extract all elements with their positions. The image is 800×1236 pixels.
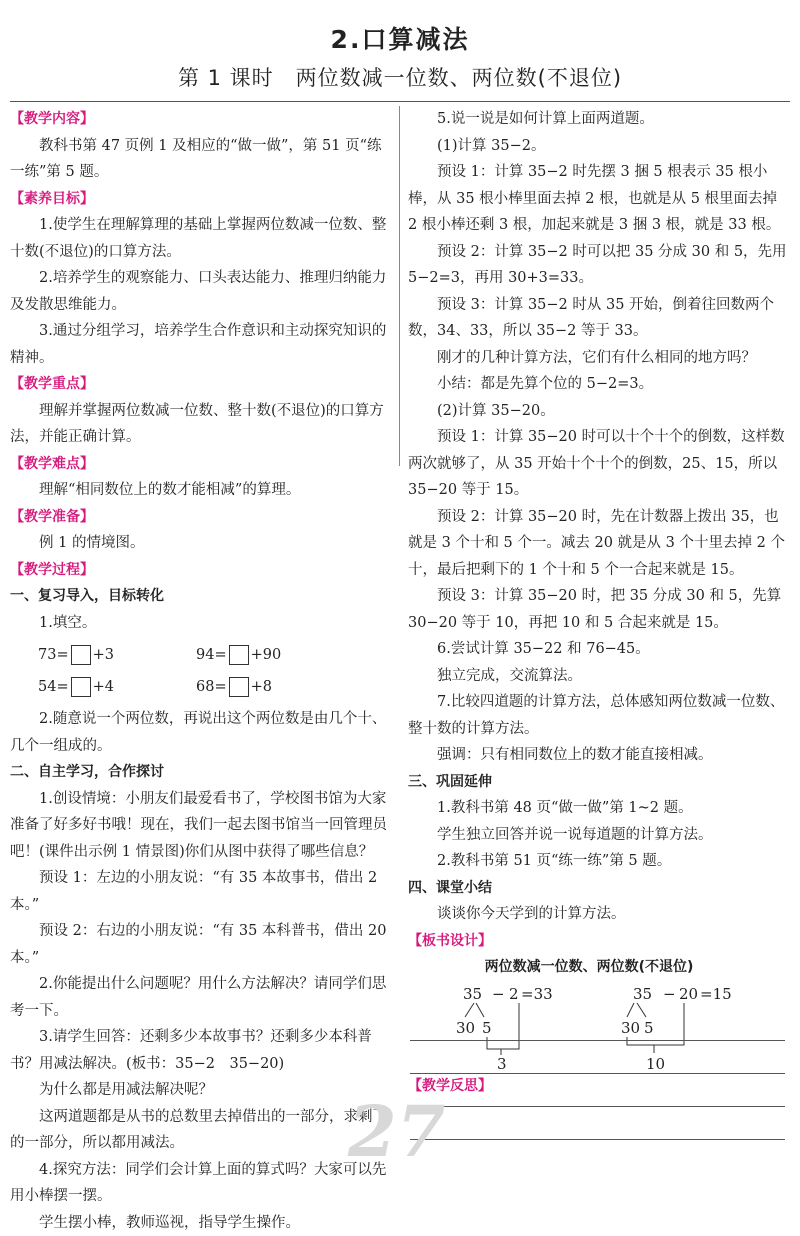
content-text: 教科书第 47 页例 1 及相应的“做一做”，第 51 页“练一练”第 5 题。: [10, 133, 395, 186]
page-number: 27: [348, 1090, 445, 1173]
tag-prep: 【教学准备】: [10, 504, 395, 531]
prep-text: 例 1 的情境图。: [10, 530, 395, 557]
step-4-activity: 学生摆小棒，教师巡视，指导学生操作。: [10, 1210, 395, 1236]
tag-reflect: 【教学反思】: [408, 1073, 790, 1100]
eq1-subtrahend: 2: [509, 985, 519, 1003]
step-3-question: 为什么都是用减法解决呢？: [10, 1077, 395, 1104]
section-3-heading: 三、巩固延伸: [408, 769, 790, 796]
fill-question: 1.填空。: [10, 610, 395, 637]
step-4: 4.探究方法：同学们会计算上面的算式吗？大家可以先用小棒摆一摆。: [10, 1157, 395, 1210]
consolidate-2: 2.教科书第 51 页“练一练”第 5 题。: [408, 848, 790, 875]
calc-2-heading: (2)计算 35−20。: [408, 398, 790, 425]
question-2: 2.随意说一个两位数，再说出这个两位数是由几个十、几个一组成的。: [10, 706, 395, 759]
calc-2-preset-2: 预设 2：计算 35−20 时，先在计数器上拨出 35，也就是 3 个十和 5 个一。减去 20 就是从 3 个十里去掉 2 个十，最后把剩下的 1 个十和 5 个一合起来就是 15。: [408, 504, 790, 584]
calc-1-preset-3: 预设 3：计算 35−2 时从 35 开始，倒着往回数两个数，34、33，所以 35−2 等于 33。: [408, 292, 790, 345]
answer-box[interactable]: [229, 645, 249, 665]
eq2-ones: 5: [644, 1019, 654, 1037]
step-7: 7.比较四道题的计算方法，总体感知两位数减一位数、整十数的计算方法。: [408, 689, 790, 742]
goal-1: 1.使学生在理解算理的基础上掌握两位数减一位数、整十数(不退位)的口算方法。: [10, 212, 395, 265]
reflection-lines: [410, 1040, 785, 1172]
answer-box[interactable]: [71, 645, 91, 665]
calc-1-preset-1: 预设 1：计算 35−2 时先摆 3 捆 5 根表示 35 根小棒，从 35 根小棒里面去掉 2 根，也就是从 5 根里面去掉 2 根小棒还剩 3 根，加起来就是 3 捆 3 根，就是 33 根。: [408, 159, 790, 239]
eq1-partial: 3: [497, 1055, 507, 1073]
split-line: [465, 1003, 474, 1017]
step-2: 2.你能提出什么问题呢？用什么方法解决？请同学们思考一下。: [10, 971, 395, 1024]
step-6: 6.尝试计算 35−22 和 76−45。: [408, 636, 790, 663]
key-text: 理解并掌握两位数减一位数、整十数(不退位)的口算方法，并能正确计算。: [10, 398, 395, 451]
difficulty-text: 理解“相同数位上的数才能相减”的算理。: [10, 477, 395, 504]
goal-3: 3.通过分组学习，培养学生合作意识和主动探究知识的精神。: [10, 318, 395, 371]
eq1-ones: 5: [482, 1019, 492, 1037]
split-line: [627, 1003, 634, 1017]
section-2-heading: 二、自主学习，合作探讨: [10, 759, 395, 786]
split-line: [476, 1003, 484, 1017]
compare-question: 刚才的几种计算方法，它们有什么相同的地方吗？: [408, 345, 790, 372]
eq1-tens: 30: [456, 1019, 475, 1037]
exercise-right: +4: [93, 674, 114, 701]
eq1-result: =33: [521, 985, 553, 1003]
consolidate-1: 1.教科书第 48 页“做一做”第 1~2 题。: [408, 795, 790, 822]
exercise-row: [38, 674, 395, 700]
writing-line[interactable]: [410, 1139, 785, 1140]
step-3: 3.请学生回答：还剩多少本故事书？还剩多少本科普书？用减法解决。(板书：35−2 35−20): [10, 1024, 395, 1077]
exercise-right: +8: [251, 674, 272, 701]
tag-goals: 【素养目标】: [10, 186, 395, 213]
tag-difficulty: 【教学难点】: [10, 451, 395, 478]
eq2-subtrahend: 20: [679, 985, 698, 1003]
eq2-op: −: [663, 985, 676, 1003]
exercise-left: 73=: [38, 642, 69, 669]
writing-line[interactable]: [410, 1040, 785, 1041]
tag-process: 【教学过程】: [10, 557, 395, 584]
exercise-left: 54=: [38, 674, 69, 701]
consolidate-1-activity: 学生独立回答并说一说每道题的计算方法。: [408, 822, 790, 849]
left-column: [10, 106, 395, 1236]
eq2-partial: 10: [646, 1055, 665, 1073]
writing-line[interactable]: [410, 1106, 785, 1107]
calc-1-heading: (1)计算 35−2。: [408, 133, 790, 160]
step-1-preset-1: 预设 1：左边的小朋友说：“有 35 本故事书，借出 2 本。”: [10, 865, 395, 918]
lesson-subtitle: 第 1 课时 两位数减一位数、两位数(不退位): [0, 62, 800, 92]
tag-key: 【教学重点】: [10, 371, 395, 398]
eq2-minuend: 35: [633, 985, 652, 1003]
step-3-answer: 这两道题都是从书的总数里去掉借出的一部分，求剩下的一部分，所以都用减法。: [10, 1104, 395, 1157]
tag-content: 【教学内容】: [10, 106, 395, 133]
calc-2-preset-1: 预设 1：计算 35−20 时可以十个十个的倒数，这样数两次就够了，从 35 开始十个十个的倒数，25、15，所以 35−20 等于 15。: [408, 424, 790, 504]
eq1-op: −: [492, 985, 505, 1003]
board-title: 两位数减一位数、两位数(不退位): [388, 954, 790, 981]
split-line: [637, 1003, 646, 1017]
section-4-heading: 四、课堂小结: [408, 875, 790, 902]
step-1-preset-2: 预设 2：右边的小朋友说：“有 35 本科普书，借出 20 本。”: [10, 918, 395, 971]
exercise: [196, 674, 354, 701]
step-1: 1.创设情境：小朋友们最爱看书了，学校图书馆为大家准备了好多好书哦！现在，我们一起去图书馆当一回管理员吧！(课件出示例 1 情景图)你们从图中获得了哪些信息？: [10, 786, 395, 866]
exercise-right: +90: [251, 642, 282, 669]
eq1-minuend: 35: [463, 985, 482, 1003]
calc-2-preset-3: 预设 3：计算 35−20 时，把 35 分成 30 和 5，先算 30−20 等于 10，再把 10 和 5 合起来就是 15。: [408, 583, 790, 636]
divider: [10, 101, 790, 102]
summary-text: 谈谈你今天学到的计算方法。: [408, 901, 790, 928]
exercise-left: 68=: [196, 674, 227, 701]
summary-1: 小结：都是先算个位的 5−2=3。: [408, 371, 790, 398]
answer-box[interactable]: [71, 677, 91, 697]
step-6-activity: 独立完成，交流算法。: [408, 663, 790, 690]
exercise: [196, 642, 354, 669]
step-7-emphasis: 强调：只有相同数位上的数才能直接相减。: [408, 742, 790, 769]
tag-board: 【板书设计】: [408, 928, 790, 955]
section-1-heading: 一、复习导入，目标转化: [10, 583, 395, 610]
writing-line[interactable]: [410, 1073, 785, 1074]
eq2-result: =15: [700, 985, 732, 1003]
column-divider: [399, 106, 400, 466]
exercise-right: +3: [93, 642, 114, 669]
exercise: [38, 642, 196, 669]
exercise: [38, 674, 196, 701]
exercise-row: [38, 642, 395, 668]
right-column: [408, 106, 790, 1099]
step-5: 5.说一说是如何计算上面两道题。: [408, 106, 790, 133]
exercise-left: 94=: [196, 642, 227, 669]
calc-1-preset-2: 预设 2：计算 35−2 时可以把 35 分成 30 和 5，先用 5−2=3，再用 30+3=33。: [408, 239, 790, 292]
page-title: 2.口算减法: [0, 20, 800, 56]
eq2-tens: 30: [621, 1019, 640, 1037]
goal-2: 2.培养学生的观察能力、口头表达能力、推理归纳能力及发散思维能力。: [10, 265, 395, 318]
answer-box[interactable]: [229, 677, 249, 697]
